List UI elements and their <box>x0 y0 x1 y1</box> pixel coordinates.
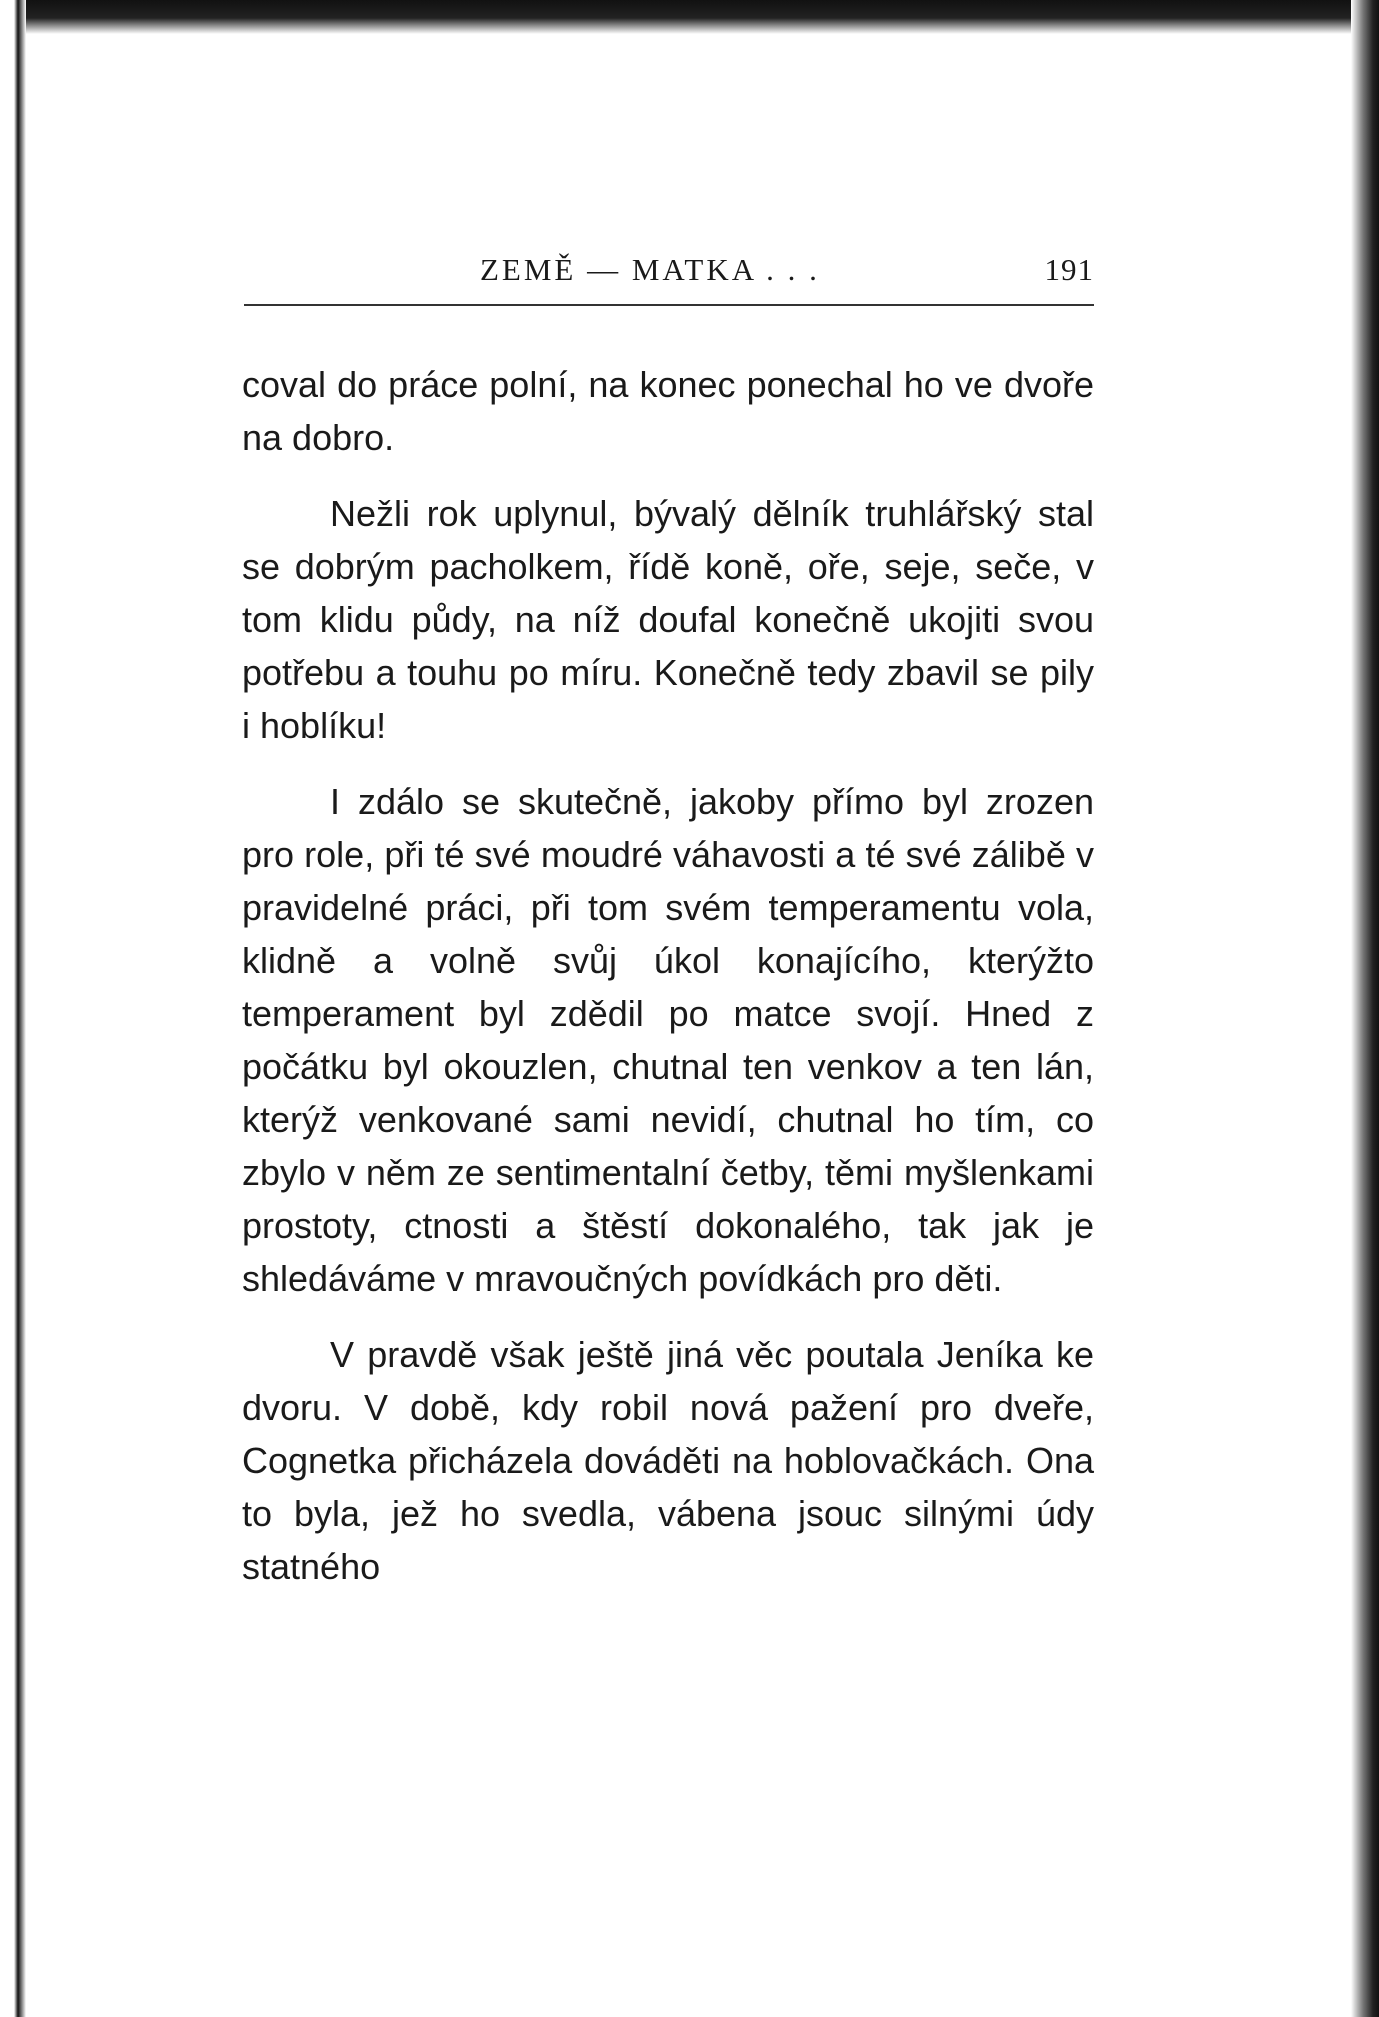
scan-top-edge <box>0 0 1379 34</box>
scan-left-edge <box>0 0 26 2017</box>
paragraph-2: Nežli rok uplynul, bývalý dělník truhlářský stal se dobrým pacholkem, řídě koně, oře, seje, seče, v tom klidu půdy, na níž doufal konečně ukojiti svou potřebu a touhu po míru. Konečně tedy zbavil se pily i hoblíku! <box>242 493 1094 746</box>
header-rule <box>244 304 1094 306</box>
paragraph-3: I zdálo se skutečně, jakoby přímo byl zrozen pro role, při té své moudré váhavosti a té své zálibě v pravidelné práci, při tom svém temperamentu vola, klidně a volně svůj úkol konajícího, kterýžto temperament byl zdědil po matce svojí. Hned z počátku byl okouzlen, chutnal ten venkov a ten lán, kterýž venkované sami nevidí, chutnal ho tím, co zbylo v něm ze sentimentalní četby, těmi myšlenkami prostoty, ctnosti a štěstí dokonalého, tak jak je shledáváme v mravoučných povídkách pro děti. <box>242 781 1094 1299</box>
paragraph-1: coval do práce polní, na konec ponechal ho ve dvoře na dobro. <box>242 364 1094 458</box>
scan-right-edge <box>1351 0 1379 2017</box>
body-text <box>242 358 1094 1593</box>
page-header <box>244 252 1094 292</box>
page-number: 191 <box>1044 252 1094 287</box>
running-title: ZEMĚ — MATKA . . . <box>480 252 820 287</box>
paragraph-4: V pravdě však ještě jiná věc poutala Jeníka ke dvoru. V době, kdy robil nová pažení pro dveře, Cognetka přicházela dováděti na hoblovačkách. Ona to byla, jež ho svedla, vábena jsouc silnými údy statného <box>242 1334 1094 1587</box>
